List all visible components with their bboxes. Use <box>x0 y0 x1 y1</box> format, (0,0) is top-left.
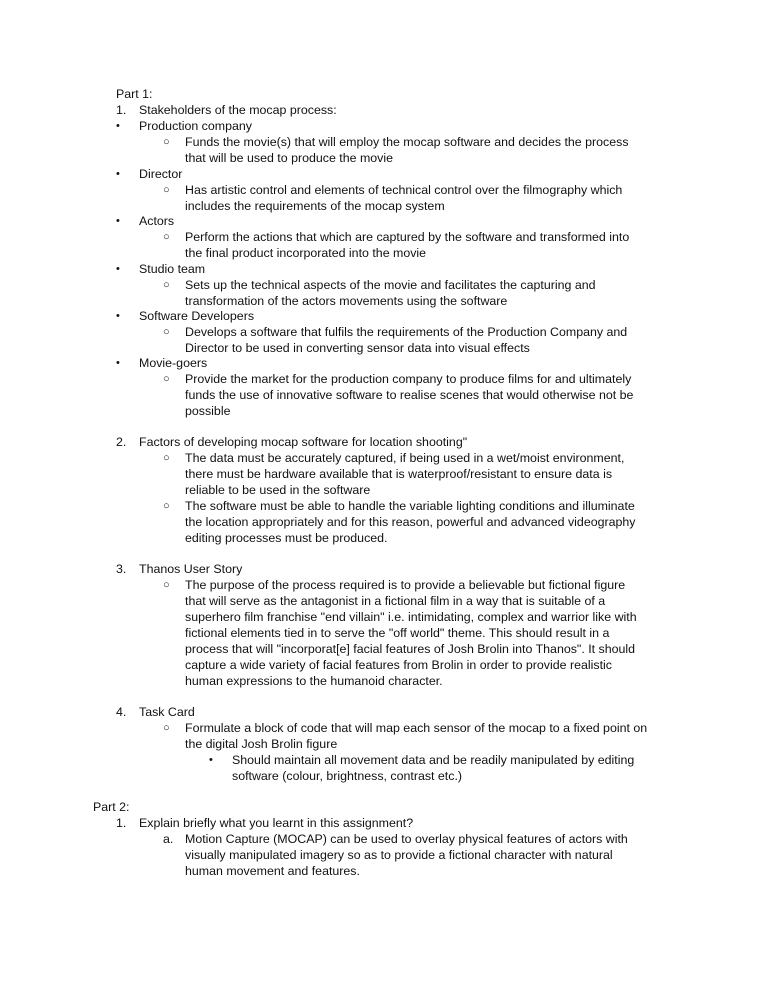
q3-point-line: capture a wide variety of facial features from Brolin in order to provide realistic <box>185 658 612 672</box>
bullet-icon: • <box>116 120 120 132</box>
p2-q1-a-line: visually manipulated imagery so as to provide a fictional character with natural <box>185 848 613 862</box>
stakeholder-desc-line: Develops a software that fulfils the requirements of the Production Company and <box>185 325 628 339</box>
circle-bullet-icon: ○ <box>163 452 170 464</box>
circle-bullet-icon: ○ <box>163 231 170 243</box>
stakeholder-desc-line: that will be used to produce the movie <box>185 151 394 165</box>
circle-bullet-icon: ○ <box>163 500 170 512</box>
q3-point-line: superhero film franchise "end villain" i.e. intimidating, complex and warrior like with <box>185 610 637 624</box>
stakeholder-desc-line: Director to be used in converting sensor data into visual effects <box>185 341 530 355</box>
q3-point-line: fictional elements tied in to serve the "off world" theme. This should result in a <box>185 626 610 640</box>
stakeholder-desc-line: the final product incorporated into the movie <box>185 246 427 260</box>
q4-point-line: Formulate a block of code that will map each sensor of the mocap to a fixed point on <box>185 721 648 735</box>
stakeholder-label: Studio team <box>139 262 206 276</box>
q4-subpoint-line: Should maintain all movement data and be readily manipulated by editing <box>232 753 635 767</box>
stakeholder-label: Director <box>139 167 183 181</box>
stakeholder-label: Production company <box>139 119 252 133</box>
q2-title: Factors of developing mocap software for location shooting" <box>139 435 468 449</box>
bullet-icon: • <box>116 263 120 275</box>
circle-bullet-icon: ○ <box>163 136 170 148</box>
stakeholder-label: Software Developers <box>139 309 255 323</box>
q3-point-line: human expressions to the humanoid character. <box>185 674 443 688</box>
bullet-icon: • <box>209 754 213 766</box>
circle-bullet-icon: ○ <box>163 373 170 385</box>
stakeholder-desc-line: Funds the movie(s) that will employ the mocap software and decides the process <box>185 135 629 149</box>
circle-bullet-icon: ○ <box>163 722 170 734</box>
circle-bullet-icon: ○ <box>163 326 170 338</box>
stakeholder-label: Actors <box>139 214 175 228</box>
q1-title: Stakeholders of the mocap process: <box>139 103 337 117</box>
circle-bullet-icon: ○ <box>163 579 170 591</box>
q3-point-line: The purpose of the process required is to provide a believable but fictional figure <box>185 578 626 592</box>
stakeholder-desc-line: funds the use of innovative software to realise scenes that would otherwise not be <box>185 388 634 402</box>
q2-point-line: editing processes must be produced. <box>185 531 388 545</box>
stakeholder-desc-line: transformation of the actors movements using the software <box>185 294 508 308</box>
q3-point-line: process that will "incorporat[e] facial features of Josh Brolin into Thanos". It should <box>185 642 636 656</box>
stakeholder-desc-line: Perform the actions that which are captured by the software and transformed into <box>185 230 630 244</box>
stakeholder-desc-line: includes the requirements of the mocap system <box>185 199 445 213</box>
stakeholder-label: Movie-goers <box>139 356 208 370</box>
p2-q1-a-line: Motion Capture (MOCAP) can be used to overlay physical features of actors with <box>185 832 628 846</box>
q3-number: 3. <box>116 562 127 576</box>
q2-number: 2. <box>116 435 127 449</box>
q2-point-line: The data must be accurately captured, if being used in a wet/moist environment, <box>185 451 625 465</box>
stakeholder-desc-line: Sets up the technical aspects of the movie and facilitates the capturing and <box>185 278 596 292</box>
p2-q1-title: Explain briefly what you learnt in this assignment? <box>139 816 414 830</box>
circle-bullet-icon: ○ <box>163 279 170 291</box>
q4-title: Task Card <box>139 705 195 719</box>
stakeholder-desc-line: Provide the market for the production company to produce films for and ultimately <box>185 372 632 386</box>
p2-q1-number: 1. <box>116 816 127 830</box>
q4-subpoint-line: software (colour, brightness, contrast etc.) <box>232 769 463 783</box>
q4-point-line: the digital Josh Brolin figure <box>185 737 338 751</box>
q1-number: 1. <box>116 103 127 117</box>
q4-number: 4. <box>116 705 127 719</box>
bullet-icon: • <box>116 357 120 369</box>
q2-point-line: The software must be able to handle the variable lighting conditions and illuminate <box>185 499 635 513</box>
bullet-icon: • <box>116 215 120 227</box>
circle-bullet-icon: ○ <box>163 184 170 196</box>
stakeholder-desc-line: Has artistic control and elements of technical control over the filmography which <box>185 183 623 197</box>
q3-point-line: that will serve as the antagonist in a fictional film in a way that is suitable of a <box>185 594 606 608</box>
q3-title: Thanos User Story <box>139 562 243 576</box>
q2-point-line: there must be hardware available that is waterproof/resistant to ensure data is <box>185 467 613 481</box>
p2-q1-a-line: human movement and features. <box>185 864 360 878</box>
part1-heading: Part 1: <box>116 87 153 101</box>
bullet-icon: • <box>116 310 120 322</box>
stakeholder-desc-line: possible <box>185 404 231 418</box>
bullet-icon: • <box>116 168 120 180</box>
part2-heading: Part 2: <box>93 800 130 814</box>
q2-point-line: reliable to be used in the software <box>185 483 371 497</box>
q2-point-line: the location appropriately and for this reason, powerful and advanced videography <box>185 515 636 529</box>
p2-q1-a-label: a. <box>163 832 174 846</box>
